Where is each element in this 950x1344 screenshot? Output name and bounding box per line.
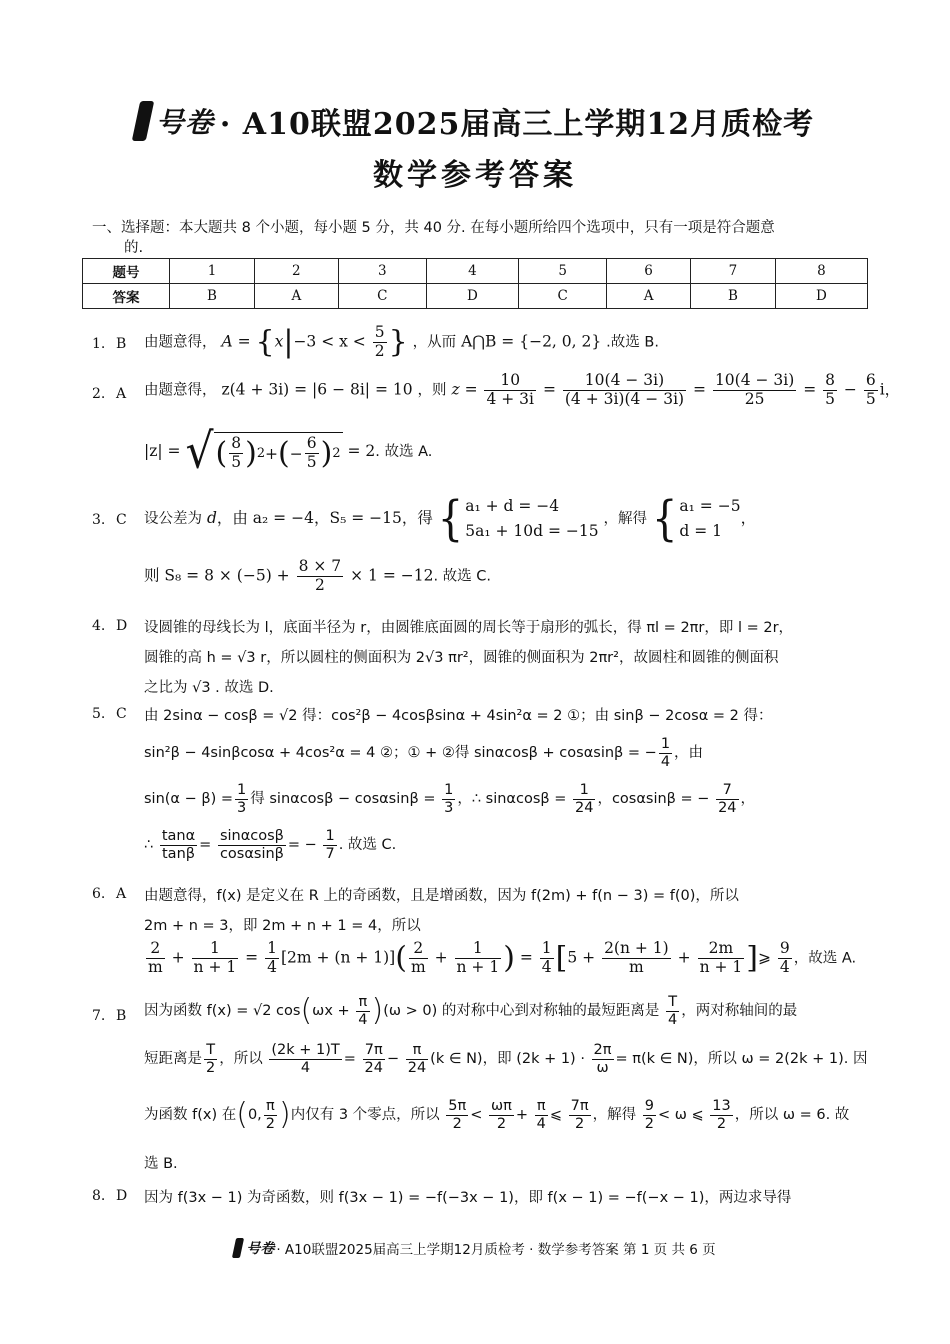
fraction — [265, 940, 279, 977]
denominator: 5 — [865, 389, 876, 408]
equation: d = 1 — [679, 521, 723, 540]
fraction — [573, 782, 595, 816]
solution-text: ∴ — [144, 837, 154, 854]
denominator: 4 — [358, 1011, 368, 1028]
solution-conclusion: . 故选 C. — [338, 837, 397, 854]
denominator: 5 — [231, 453, 242, 471]
question-number: 5. — [92, 706, 106, 722]
variable: d — [206, 508, 217, 527]
fraction — [192, 940, 239, 977]
equation: ωx + — [312, 1003, 350, 1020]
denominator: 2 — [374, 341, 385, 360]
numerator: 1 — [267, 939, 277, 957]
solution-text: ⩽ — [549, 1107, 563, 1124]
numerator: 10(4 − 3i) — [563, 372, 686, 391]
fraction — [716, 782, 738, 816]
denominator: n + 1 — [456, 957, 500, 976]
denominator: ω — [596, 1059, 609, 1076]
table-cell: C — [338, 284, 426, 309]
solution-line: $\frac{2}{m}$ + $\frac{1}{n + 1}$ = $\frac{1}{4}$ [2m + (n + 1)]( $\frac{2}{m}$ + $\frac{1}{n + 1}$ ) = $\frac{1}{4}$ [5 + $\frac{2(n + 1)}{m}$ + $\frac{2m}{n + 1}$ ]⩾ $\frac{9}{4}$ ，故选 A. — [148, 939, 857, 976]
table-header-cell: 答案 — [83, 284, 170, 309]
set-condition: −3 < x < — [293, 332, 366, 351]
numerator: 8 — [825, 371, 835, 389]
fraction — [235, 782, 248, 816]
solution-8 — [92, 1186, 882, 1210]
denominator: 2 — [575, 1115, 585, 1132]
solution-text: ，cosαsinβ = − — [597, 791, 710, 808]
solution-line: 因为 f(3x − 1) 为奇函数，则 f(3x − 1) = −f(−3x − 1)，即 f(x − 1) = −f(−x − 1)，两边求导得 — [144, 1190, 792, 1206]
numerator: 7 — [716, 782, 738, 800]
solution-text: 因为函数 f(x) = √2 cos — [144, 1003, 301, 1020]
denominator: 5 — [306, 453, 317, 471]
solution-line — [144, 491, 757, 547]
numerator: 1 — [455, 940, 502, 959]
table-cell: 7 — [690, 259, 775, 284]
table-cell: 5 — [518, 259, 606, 284]
denominator: 24 — [364, 1059, 383, 1076]
numerator: 2 — [409, 940, 428, 959]
fraction — [778, 940, 792, 977]
solution-line — [144, 736, 703, 770]
answer-table — [82, 258, 868, 309]
answer-letter: B — [116, 336, 127, 352]
numerator: 1 — [660, 736, 671, 752]
page-subtitle: 数学参考答案 — [373, 158, 577, 193]
solution-line: 之比为 √3 . 故选 D. — [144, 680, 274, 696]
solution-line: 为函数 f(x) 在(0, $\frac{\pi}{2}$ )内仅有 3 个零点，所以 $\frac{5\pi}{2}$ < $\frac{\omega\pi}{2}$ + $\frac{\pi}{4}$ ⩽ $\frac{7\pi}{2}$ ，解得 $\frac{9}{2}$ < ω ⩽ $\frac{13}{2}$ ，所以 ω = 6. 故 — [144, 1097, 850, 1133]
table-cell: D — [775, 284, 867, 309]
solution-line — [144, 558, 491, 595]
section-heading-line1: 一、选择题：本大题共 8 个小题，每小题 5 分，共 40 分. 在每小题所给四个选项中，只有一项是符合题意 — [92, 220, 775, 236]
equation: z(4 + 3i) = |6 − 8i| = 10 — [221, 380, 413, 399]
solution-text: = — [343, 1051, 356, 1068]
solution-conclusion: .故选 B. — [606, 334, 659, 351]
table-cell: A — [607, 284, 691, 309]
fraction — [713, 372, 796, 409]
fraction — [864, 372, 878, 409]
fraction — [373, 324, 387, 361]
section-heading-line2: 的. — [124, 240, 144, 256]
solution-text: ，∴ sinαcosβ = — [457, 791, 567, 808]
solution-line: 2m + n = 3，即 2m + n + 1 = 4，所以 — [144, 918, 421, 934]
fraction — [323, 828, 336, 862]
fraction — [146, 940, 165, 977]
numerator: 6 — [865, 371, 876, 389]
equation: 0, — [247, 1107, 262, 1124]
fraction — [592, 1042, 614, 1076]
denominator: 2 — [644, 1115, 654, 1132]
table-cell: 6 — [607, 259, 691, 284]
solution-line: 设圆锥的母线长为 l，底面半径为 r，由圆锥底面圆的周长等于扇形的弧长，得 πl = 2πr，即 l = 2r， — [144, 620, 794, 636]
solution-line: 因为函数 f(x) = √2 cos(ωx + $\frac{\pi}{4}$ )(ω > 0) 的对称中心到对称轴的最短距离是 $\frac{T}{4}$ ，两对称轴间的最 — [144, 993, 798, 1029]
equation: × 1 = −12 — [350, 566, 434, 585]
fraction — [356, 994, 369, 1028]
numerator: 8 — [231, 434, 242, 453]
fraction — [218, 828, 286, 862]
fraction — [442, 782, 455, 816]
logo-text: 号卷 — [155, 106, 214, 139]
solution-text: 设公差为 — [144, 510, 202, 527]
solution-text: − — [386, 1051, 400, 1068]
numerator: 7π — [363, 1042, 385, 1060]
solution-text: 为函数 f(x) 在 — [144, 1107, 237, 1124]
radicand: ( $\frac{8}{5}$ ) 2 + ( − $\frac{6}{5}$ ) 2 — [215, 434, 341, 471]
fraction — [264, 1098, 277, 1132]
numerator: 10(4 − 3i) — [714, 371, 795, 389]
solution-text: ，解得 — [603, 510, 648, 527]
answer-letter: D — [116, 618, 128, 634]
table-row — [83, 284, 868, 309]
solution-text: = π(k ∈ N)，所以 ω = 2(2k + 1). 因 — [615, 1051, 868, 1068]
denominator: 2 — [265, 1115, 276, 1132]
solution-conclusion: . 故选 C. — [433, 568, 492, 585]
solution-conclusion: ，故选 A. — [793, 950, 857, 967]
numerator: π — [264, 1098, 277, 1116]
denominator: m — [410, 957, 426, 976]
question-number: 1. — [92, 336, 106, 352]
radical-sign: √ — [185, 423, 214, 480]
numerator: (2k + 1)T — [271, 1042, 340, 1058]
answer-letter: C — [116, 512, 127, 528]
solution-text: sin(α − β) = — [144, 791, 234, 808]
solution-3 — [92, 491, 882, 608]
solution-line — [144, 828, 396, 862]
footer-text: · A10联盟2025届高三上学期12月质检考 · 数学参考答案 第 1 页 共 6 页 — [276, 1242, 716, 1258]
fraction — [666, 994, 679, 1028]
equation: a₁ + d = −4 — [465, 497, 560, 515]
solution-line: 选 B. — [144, 1156, 178, 1172]
fraction — [409, 940, 428, 977]
brush-stroke-icon — [232, 1238, 244, 1258]
numerator: 10 — [484, 372, 536, 391]
numerator: 7π — [570, 1098, 589, 1114]
numerator: π — [406, 1042, 428, 1060]
denominator: (4 + 3i)(4 − 3i) — [564, 389, 685, 408]
denominator: 4 — [541, 957, 552, 976]
equation: 5 + — [567, 948, 596, 967]
denominator: 4 — [668, 1011, 678, 1028]
denominator: cosαsinβ — [219, 845, 284, 862]
numerator: 13 — [712, 1098, 731, 1114]
denominator: 24 — [407, 1059, 427, 1076]
fraction — [602, 940, 671, 977]
equation-system: { a₁ = −5 d = 1 — [651, 491, 741, 547]
denominator: 3 — [237, 799, 247, 816]
numerator: 8 × 7 — [298, 557, 342, 575]
fraction — [363, 1042, 385, 1076]
fraction — [160, 828, 197, 862]
denominator: 4 — [660, 753, 671, 770]
equation: = 2 — [347, 442, 376, 460]
fraction — [269, 1042, 341, 1076]
denominator: 2 — [314, 575, 325, 594]
solution-text: 由题意得， — [144, 382, 217, 399]
denominator: 4 — [267, 957, 277, 976]
solution-text: (k ∈ N)，即 (2k + 1) · — [430, 1051, 585, 1068]
fraction — [297, 558, 344, 595]
answer-letter: A — [116, 886, 127, 902]
fraction — [710, 1098, 732, 1132]
solution-text: ，从而 — [412, 334, 457, 351]
numerator: 5 — [374, 323, 385, 341]
fraction — [406, 1042, 428, 1076]
solution-text: + — [515, 1107, 529, 1124]
table-cell: D — [426, 284, 518, 309]
denominator: 2 — [452, 1115, 462, 1132]
solution-text: < — [470, 1107, 483, 1124]
solution-line: 圆锥的高 h = √3 r，所以圆柱的侧面积为 2√3 πr²，圆锥的侧面积为 2πr²，故圆柱和圆锥的侧面积 — [144, 650, 779, 666]
page-footer — [0, 1238, 950, 1258]
solution-text: = − — [287, 837, 317, 854]
table-cell: 8 — [775, 259, 867, 284]
denominator: 2 — [206, 1059, 216, 1076]
denominator: n + 1 — [193, 957, 237, 976]
equation: a₁ = −5 — [679, 497, 741, 515]
equation-system: { a₁ + d = −4 5a₁ + 10d = −15 — [437, 491, 599, 547]
solution-line: 由题意得，f(x) 是定义在 R 上的奇函数，且是增函数，因为 f(2m) + f(n − 3) = f(0)，所以 — [144, 888, 739, 904]
numerator: π — [356, 994, 369, 1012]
numerator: 2m — [698, 940, 745, 959]
numerator: tanα — [161, 828, 196, 844]
title-row — [0, 96, 950, 146]
numerator: 2π — [593, 1042, 612, 1058]
denominator: 4 — [536, 1115, 546, 1132]
answer-letter: B — [116, 1008, 127, 1024]
table-cell: 4 — [426, 259, 518, 284]
solution-2 — [92, 371, 901, 492]
fraction — [229, 435, 243, 472]
solution-line: 由题意得， A = {x|−3 < x < $\frac{5}{2}$ } ，从而 A⋂B = {−2, 0, 2} .故选 B. — [144, 323, 659, 360]
solution-text: sin²β − 4sinβcosα + 4cos²α = 4 ②；① + ②得 sinαcosβ + cosαsinβ = − — [144, 745, 657, 762]
denominator: 24 — [718, 799, 737, 816]
solution-text: 得 sinαcosβ − cosαsinβ = — [250, 791, 436, 808]
table-cell: B — [690, 284, 775, 309]
fraction — [563, 372, 686, 409]
fraction — [305, 435, 319, 472]
solution-text: 内仅有 3 个零点，所以 — [290, 1107, 440, 1124]
solution-text: ，由 a₂ = −4，S₅ = −15，得 — [216, 508, 433, 527]
question-number: 4. — [92, 618, 106, 634]
solution-text: 短距离是 — [144, 1051, 202, 1068]
denominator: 4 — [300, 1059, 311, 1076]
fraction — [569, 1098, 591, 1132]
denominator: m — [148, 957, 163, 976]
solution-1 — [92, 324, 882, 364]
fraction — [540, 940, 554, 977]
equation: |z| = — [144, 442, 181, 460]
fraction — [446, 1098, 468, 1132]
solution-text: < ω ⩽ — [657, 1107, 704, 1124]
denominator: 3 — [444, 799, 454, 816]
solution-line — [144, 1042, 868, 1076]
denominator: 25 — [744, 389, 765, 408]
answer-letter: C — [116, 706, 127, 722]
fraction — [489, 1098, 514, 1132]
denominator: 7 — [325, 845, 335, 862]
numerator: 1 — [573, 782, 595, 800]
question-number: 6. — [92, 886, 106, 902]
solution-line: 由题意得， z(4 + 3i) = |6 − 8i| = 10 ，则 z = $\frac{10}{4 + 3i}$ = $\frac{10(4 - 3i)}{(4 + 3i)(4 - 3i)}$ = $\frac{10(4 - 3i)}{25}$ = $\frac{8}{5}$ − $\frac{6}{5}$ i， — [144, 371, 901, 408]
section-heading — [92, 218, 872, 258]
numerator: T — [666, 994, 679, 1012]
brand-logo — [136, 101, 214, 141]
solution-text: = — [199, 837, 212, 854]
question-number: 3. — [92, 512, 106, 528]
numerator: ωπ — [491, 1098, 512, 1114]
equation: 5a₁ + 10d = −15 — [465, 521, 599, 540]
solution-text: ， — [740, 508, 757, 527]
solution-text: i， — [879, 380, 901, 399]
solution-line: 由 2sinα − cosβ = √2 得：cos²β − 4cosβsinα + 4sin²α = 2 ①；由 sinβ − 2cosα = 2 得： — [144, 708, 773, 724]
table-cell: 2 — [255, 259, 339, 284]
fraction — [659, 736, 672, 770]
numerator: 1 — [237, 782, 247, 798]
page-title: · A10联盟2025届高三上学期12月质检考 — [219, 107, 815, 142]
solution-line — [144, 423, 433, 480]
solution-5 — [92, 704, 882, 868]
denominator: 4 + 3i — [486, 389, 535, 408]
square-root — [185, 423, 342, 480]
denominator: tanβ — [162, 845, 196, 862]
solution-text: ，所以 ω = 6. 故 — [734, 1107, 850, 1124]
numerator: T — [204, 1042, 217, 1060]
fraction — [823, 372, 837, 409]
table-cell: A — [255, 284, 339, 309]
numerator: 1 — [325, 828, 335, 844]
fraction — [484, 372, 536, 409]
numerator: 5π — [448, 1098, 467, 1114]
numerator: 6 — [306, 434, 317, 453]
solution-text: ，两对称轴间的最 — [681, 1003, 798, 1020]
question-number: 8. — [92, 1188, 106, 1204]
fraction — [455, 940, 502, 977]
numerator: 2(n + 1) — [604, 939, 669, 957]
denominator: 5 — [825, 389, 835, 408]
numerator: 1 — [444, 782, 454, 798]
question-number: 7. — [92, 1008, 106, 1024]
solution-6 — [92, 884, 882, 990]
solution-text: ， — [740, 791, 756, 808]
solution-text: ，解得 — [592, 1107, 637, 1124]
equation: [2m + (n + 1)] — [280, 948, 396, 967]
question-number: 2. — [92, 386, 106, 402]
solution-text: ，所以 — [219, 1051, 263, 1068]
solution-4 — [92, 616, 882, 700]
brush-stroke-icon — [132, 101, 155, 141]
denominator: 2 — [716, 1115, 727, 1132]
set-result: A⋂B = {−2, 0, 2} — [461, 332, 602, 351]
table-cell: 1 — [170, 259, 255, 284]
fraction — [204, 1042, 217, 1076]
solution-text: 由题意得， — [144, 334, 217, 351]
table-header-cell: 题号 — [83, 259, 170, 284]
fraction — [643, 1098, 656, 1132]
numerator: 2 — [146, 940, 165, 959]
answer-letter: D — [116, 1188, 128, 1204]
numerator: π — [535, 1098, 548, 1116]
fraction — [698, 940, 745, 977]
numerator: 9 — [779, 939, 790, 957]
solution-text: ，则 — [417, 382, 447, 399]
table-row — [83, 259, 868, 284]
table-cell: C — [518, 284, 606, 309]
table-cell: B — [170, 284, 255, 309]
numerator: 9 — [644, 1098, 654, 1114]
equation: ⩾ — [757, 948, 771, 967]
solution-text: (ω > 0) 的对称中心到对称轴的最短距离是 — [383, 1003, 660, 1020]
numerator: 1 — [192, 940, 239, 959]
solution-7 — [92, 994, 882, 1174]
numerator: 1 — [541, 939, 552, 957]
table-cell: 3 — [338, 259, 426, 284]
solution-line — [144, 782, 755, 816]
solution-text: ，由 — [674, 745, 704, 762]
equation: 则 S₈ = 8 × (−5) + — [144, 566, 290, 585]
footer-logo-text: 号卷 — [246, 1241, 275, 1257]
numerator: sinαcosβ — [219, 828, 284, 844]
denominator: 24 — [575, 799, 594, 816]
denominator: 2 — [496, 1115, 507, 1132]
answer-letter: A — [116, 386, 127, 402]
fraction — [535, 1098, 548, 1132]
denominator: m — [629, 957, 644, 976]
denominator: n + 1 — [699, 957, 743, 976]
solution-conclusion: . 故选 A. — [375, 444, 433, 460]
denominator: 4 — [779, 957, 790, 976]
